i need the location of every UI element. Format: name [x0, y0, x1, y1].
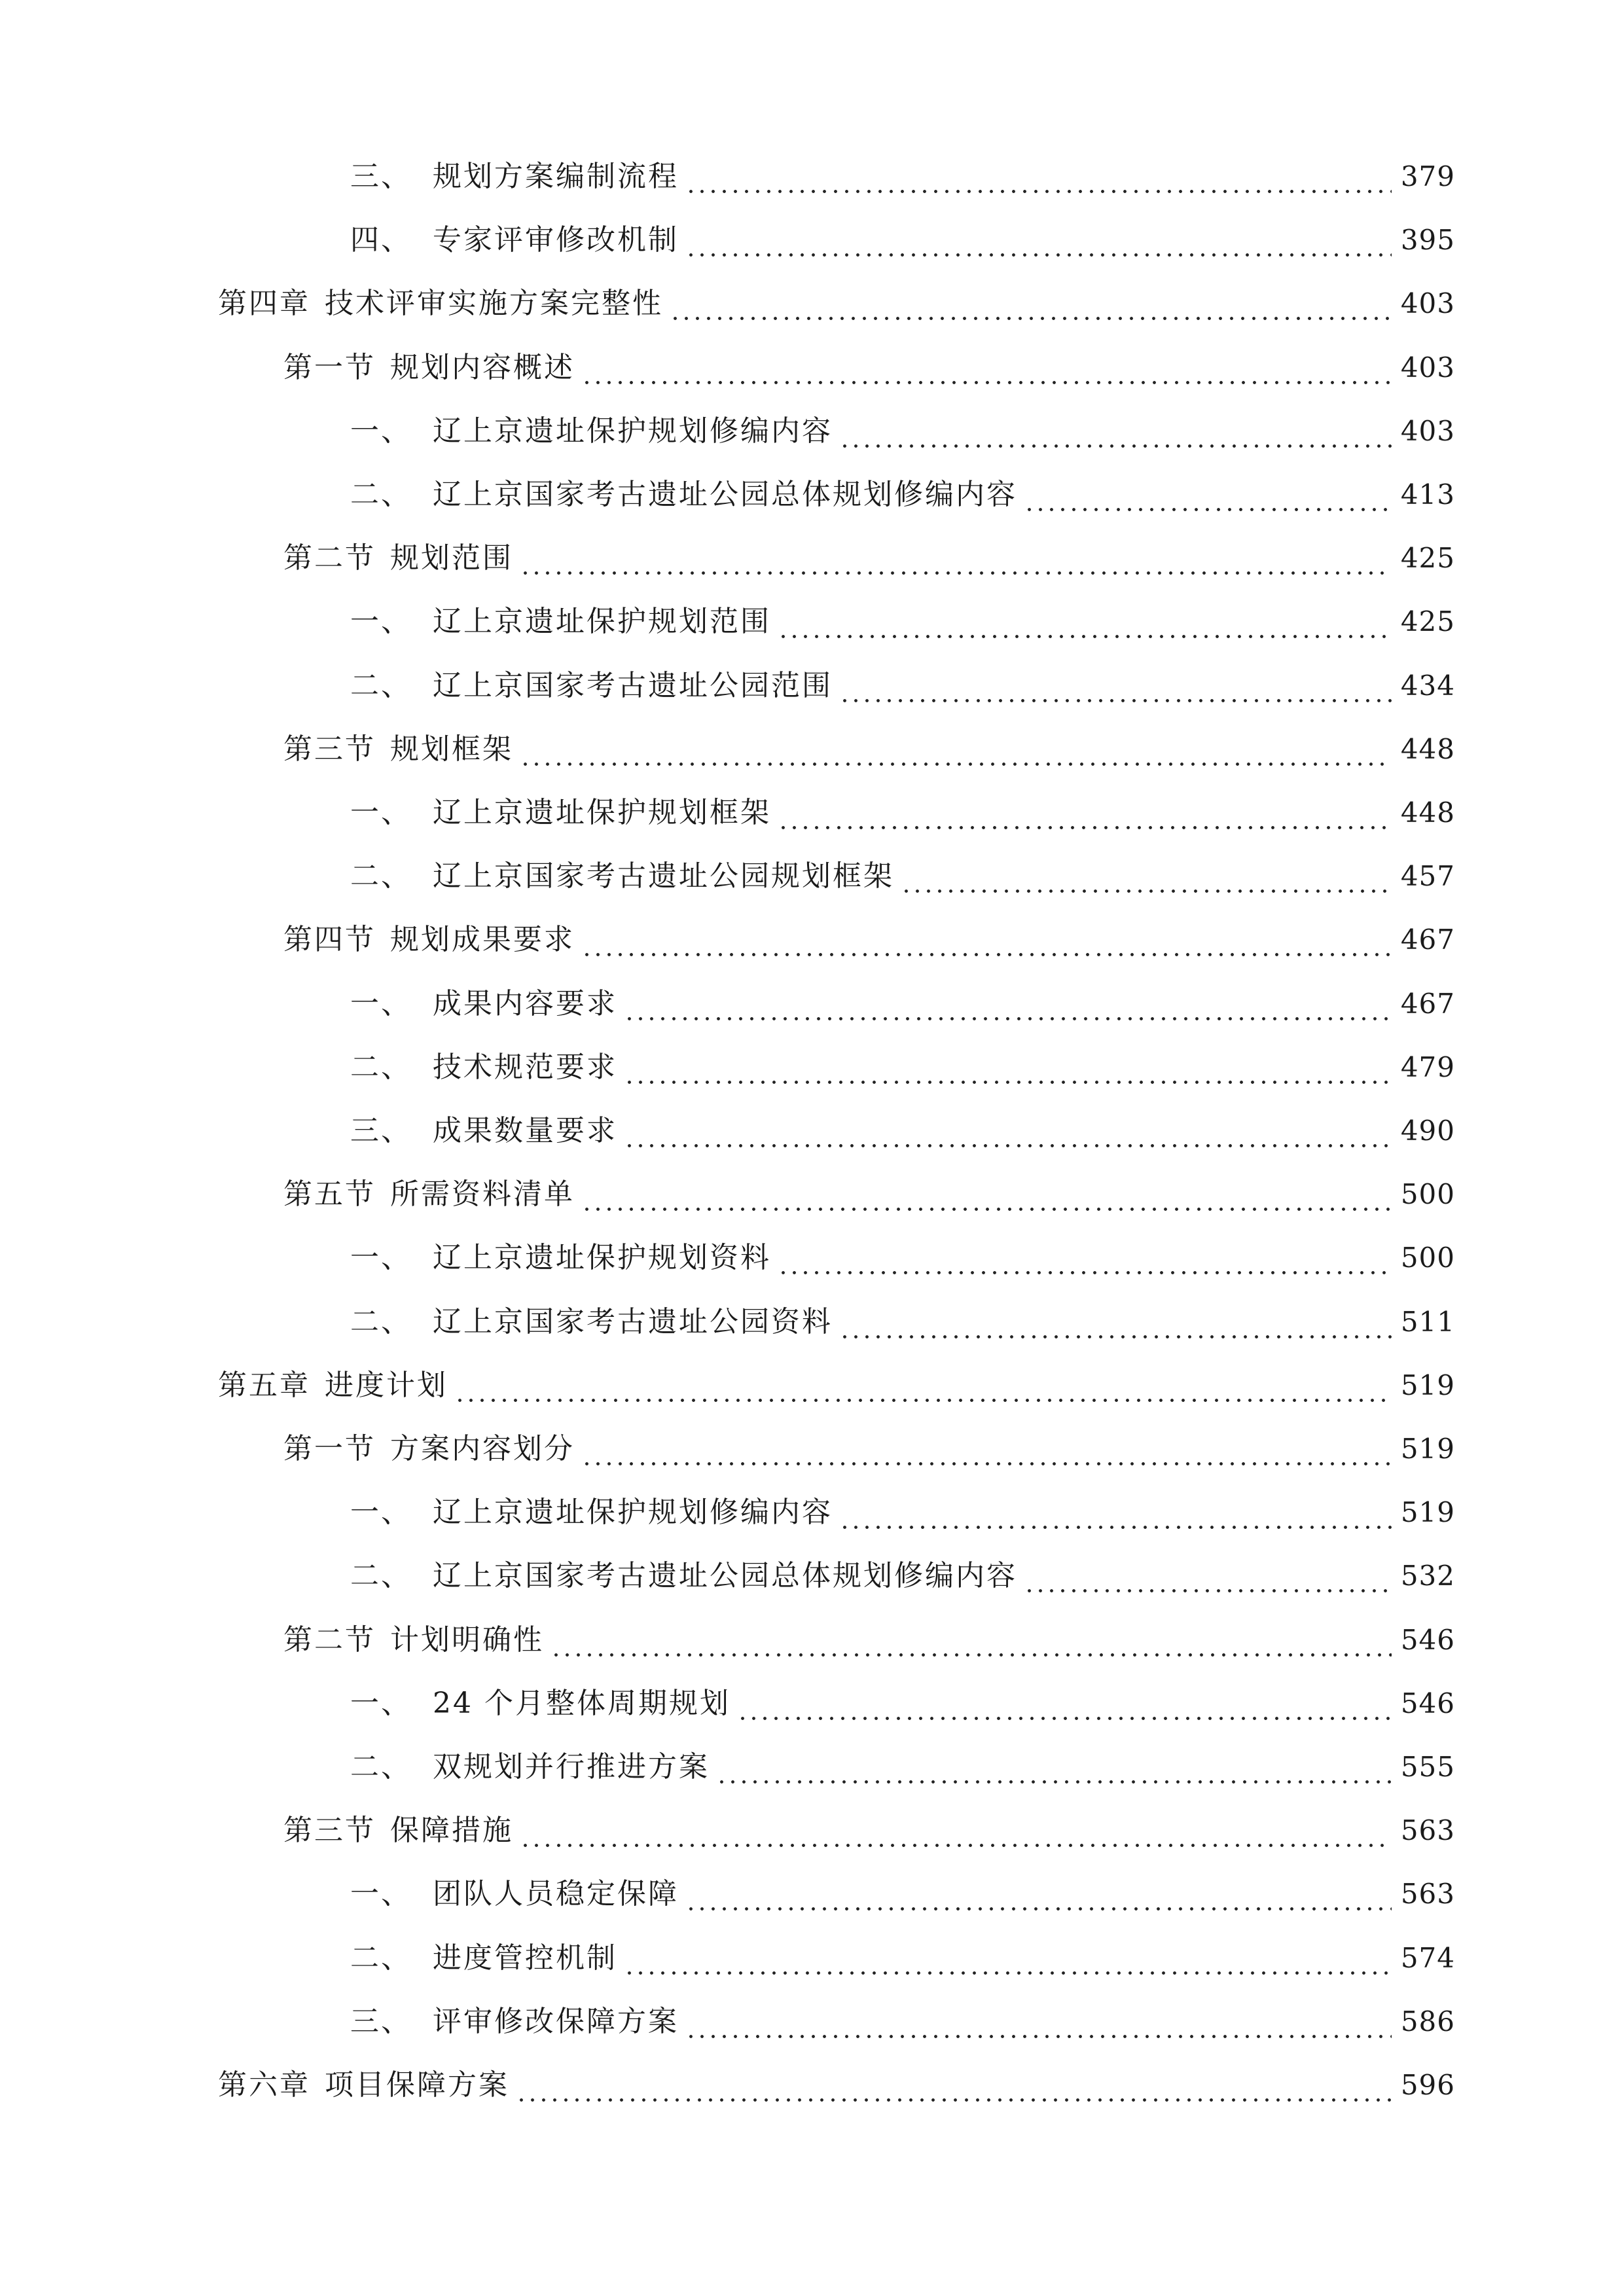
toc-dot-leader [778, 1232, 1392, 1284]
toc-entry-number: 第二节 [283, 1623, 376, 1657]
toc-entry-title: 辽上京遗址保护规划框架 [433, 796, 771, 829]
toc-page-number: 546 [1400, 1687, 1455, 1719]
toc-entry-label [283, 1614, 544, 1666]
toc-page-number: 379 [1400, 160, 1455, 192]
toc-entry-label [350, 1868, 679, 1920]
toc-entry-label [350, 1041, 617, 1094]
toc-entry-number: 四、 [350, 223, 412, 257]
toc-entry-number: 二、 [350, 1305, 412, 1338]
toc-entry-label [350, 214, 679, 266]
toc-entry-number: 二、 [350, 669, 412, 702]
toc-entry-title: 规划成果要求 [390, 923, 575, 956]
toc-entry-label [350, 850, 894, 903]
toc-subsection-entry[interactable] [0, 1232, 1455, 1284]
toc-entry-label [350, 405, 833, 457]
toc-entry-label [350, 787, 771, 839]
toc-entry-title: 成果内容要求 [433, 987, 617, 1020]
toc-page-number: 467 [1400, 988, 1455, 1020]
toc-entry-number: 二、 [350, 1559, 412, 1592]
toc-entry-title: 技术评审实施方案完整性 [325, 287, 663, 320]
toc-entry-number: 三、 [350, 1114, 412, 1147]
toc-entry-number: 二、 [350, 1750, 412, 1784]
toc-entry-label [350, 1932, 617, 1984]
toc-section-entry[interactable] [0, 532, 1455, 584]
toc-entry-title: 专家评审修改机制 [433, 223, 679, 257]
toc-entry-title: 项目保障方案 [325, 2068, 509, 2102]
toc-page-number: 586 [1400, 2005, 1455, 2037]
toc-entry-number: 第一节 [283, 351, 376, 384]
toc-entry-label [350, 151, 679, 203]
toc-dot-leader [581, 342, 1392, 394]
toc-dot-leader [685, 151, 1392, 203]
toc-entry-title: 进度管控机制 [433, 1941, 617, 1975]
toc-subsection-entry[interactable] [0, 1932, 1455, 1984]
toc-entry-number: 一、 [350, 987, 412, 1020]
toc-section-entry[interactable] [0, 1168, 1455, 1221]
toc-entry-label [283, 1168, 575, 1221]
toc-entry-number: 二、 [350, 1050, 412, 1084]
toc-entry-title: 所需资料清单 [390, 1177, 575, 1211]
toc-dot-leader [778, 787, 1392, 839]
toc-section-entry[interactable] [0, 342, 1455, 394]
toc-dot-leader [685, 1996, 1392, 2048]
toc-entry-number: 一、 [350, 605, 412, 638]
toc-dot-leader [839, 660, 1392, 712]
toc-subsection-entry[interactable] [0, 787, 1455, 839]
toc-dot-leader [1024, 469, 1392, 521]
toc-entry-title: 规划框架 [390, 732, 513, 766]
toc-entry-number: 一、 [350, 796, 412, 829]
toc-subsection-entry[interactable] [0, 596, 1455, 648]
toc-entry-title: 计划明确性 [390, 1623, 544, 1657]
toc-dot-leader [550, 1614, 1392, 1666]
toc-entry-label [283, 342, 575, 394]
toc-chapter-entry[interactable] [0, 1359, 1455, 1412]
toc-subsection-entry[interactable] [0, 151, 1455, 203]
toc-page-number: 519 [1400, 1496, 1455, 1528]
toc-entry-number: 三、 [350, 160, 412, 193]
toc-entry-number: 二、 [350, 859, 412, 893]
toc-entry-number: 三、 [350, 2005, 412, 2038]
toc-entry-title: 辽上京国家考古遗址公园总体规划修编内容 [433, 1559, 1017, 1592]
toc-page-number: 434 [1400, 670, 1455, 702]
toc-entry-number: 第四章 [218, 287, 310, 320]
toc-entry-number: 二、 [350, 1941, 412, 1975]
toc-subsection-entry[interactable] [0, 850, 1455, 903]
toc-dot-leader [716, 1741, 1392, 1793]
toc-dot-leader [901, 850, 1392, 903]
toc-page-number: 425 [1400, 542, 1455, 574]
toc-entry-label [283, 1423, 575, 1475]
toc-entry-label [350, 978, 617, 1030]
toc-page-number: 448 [1400, 797, 1455, 829]
toc-entry-number: 第五章 [218, 1369, 310, 1402]
toc-subsection-entry[interactable] [0, 1996, 1455, 2048]
toc-dot-leader [624, 1932, 1392, 1984]
toc-subsection-entry[interactable] [0, 1741, 1455, 1793]
toc-entry-title: 规划方案编制流程 [433, 160, 679, 193]
toc-entry-label [283, 914, 575, 966]
toc-entry-label [350, 1486, 833, 1539]
toc-entry-title: 辽上京国家考古遗址公园规划框架 [433, 859, 894, 893]
toc-section-entry[interactable] [0, 1804, 1455, 1857]
toc-dot-leader [520, 1804, 1392, 1857]
toc-entry-label [218, 2059, 509, 2111]
toc-page-number: 457 [1400, 860, 1455, 892]
toc-page-number: 413 [1400, 478, 1455, 511]
toc-dot-leader [581, 1168, 1392, 1221]
toc-dot-leader [581, 914, 1392, 966]
toc-page-number: 403 [1400, 351, 1455, 384]
toc-entry-number: 一、 [350, 1241, 412, 1274]
toc-entry-label [350, 660, 833, 712]
toc-entry-label [218, 1359, 448, 1412]
toc-dot-leader [624, 1105, 1392, 1157]
toc-entry-label [350, 1105, 617, 1157]
toc-entry-label [350, 596, 771, 648]
toc-dot-leader [839, 1486, 1392, 1539]
toc-chapter-entry[interactable] [0, 2059, 1455, 2111]
toc-entry-label [350, 1550, 1017, 1602]
toc-entry-number: 一、 [350, 1687, 412, 1720]
toc-page-number: 546 [1400, 1624, 1455, 1656]
toc-entry-label [350, 1741, 710, 1793]
toc-page-number: 403 [1400, 415, 1455, 447]
toc-subsection-entry[interactable] [0, 1868, 1455, 1920]
toc-dot-leader [624, 978, 1392, 1030]
toc-entry-label [283, 532, 513, 584]
toc-page-number: 519 [1400, 1433, 1455, 1465]
toc-page-number: 490 [1400, 1115, 1455, 1147]
toc-dot-leader [520, 723, 1392, 776]
toc-dot-leader [516, 2059, 1392, 2111]
toc-dot-leader [581, 1423, 1392, 1475]
toc-subsection-entry[interactable] [0, 1041, 1455, 1094]
toc-entry-title: 辽上京遗址保护规划修编内容 [433, 1496, 833, 1529]
toc-page-number: 395 [1400, 224, 1455, 256]
toc-dot-leader [520, 532, 1392, 584]
toc-entry-number: 第四节 [283, 923, 376, 956]
toc-entry-title: 保障措施 [390, 1814, 513, 1847]
toc-dot-leader [839, 1296, 1392, 1348]
toc-entry-number: 第三节 [283, 732, 376, 766]
toc-entry-label [350, 1296, 833, 1348]
toc-entry-title: 辽上京遗址保护规划修编内容 [433, 414, 833, 448]
toc-page-number: 425 [1400, 605, 1455, 637]
toc-dot-leader [670, 278, 1392, 330]
toc-subsection-entry[interactable] [0, 1296, 1455, 1348]
toc-entry-title: 辽上京国家考古遗址公园总体规划修编内容 [433, 478, 1017, 511]
toc-subsection-entry[interactable] [0, 1486, 1455, 1539]
toc-subsection-entry[interactable] [0, 978, 1455, 1030]
toc-entry-number: 第一节 [283, 1432, 376, 1465]
toc-entry-title: 辽上京遗址保护规划范围 [433, 605, 771, 638]
toc-page-number: 563 [1400, 1814, 1455, 1846]
toc-entry-label [350, 1232, 771, 1284]
toc-page-number: 563 [1400, 1878, 1455, 1910]
toc-entry-title: 方案内容划分 [390, 1432, 575, 1465]
toc-entry-title: 评审修改保障方案 [433, 2005, 679, 2038]
toc-subsection-entry[interactable] [0, 660, 1455, 712]
toc-entry-title: 进度计划 [325, 1369, 448, 1402]
toc-entry-label [350, 1677, 731, 1730]
toc-subsection-entry[interactable] [0, 469, 1455, 521]
toc-page-number: 519 [1400, 1369, 1455, 1401]
toc-entry-number: 一、 [350, 414, 412, 448]
toc-entry-title: 辽上京国家考古遗址公园资料 [433, 1305, 833, 1338]
toc-entry-number: 一、 [350, 1877, 412, 1910]
toc-entry-number: 二、 [350, 478, 412, 511]
toc-subsection-entry[interactable] [0, 1550, 1455, 1602]
toc-subsection-entry[interactable] [0, 405, 1455, 457]
toc-entry-title: 技术规范要求 [433, 1050, 617, 1084]
toc-page-number: 500 [1400, 1178, 1455, 1210]
toc-entry-number: 一、 [350, 1496, 412, 1529]
toc-section-entry[interactable] [0, 1423, 1455, 1475]
toc-section-entry[interactable] [0, 723, 1455, 776]
toc-entry-title: 辽上京国家考古遗址公园范围 [433, 669, 833, 702]
toc-page-number: 403 [1400, 287, 1455, 319]
toc-page-number: 500 [1400, 1242, 1455, 1274]
toc-subsection-entry[interactable] [0, 1677, 1455, 1730]
toc-page-number: 574 [1400, 1942, 1455, 1974]
toc-entry-number: 第五节 [283, 1177, 376, 1211]
toc-dot-leader [1024, 1550, 1392, 1602]
toc-entry-label [218, 278, 663, 330]
toc-page-number: 555 [1400, 1751, 1455, 1783]
toc-page-number: 532 [1400, 1560, 1455, 1592]
toc-page-number: 467 [1400, 924, 1455, 956]
toc-entry-title: 辽上京遗址保护规划资料 [433, 1241, 771, 1274]
toc-entry-title: 团队人员稳定保障 [433, 1877, 679, 1910]
toc-entry-title: 规划范围 [390, 541, 513, 575]
toc-section-entry[interactable] [0, 914, 1455, 966]
toc-entry-number: 第六章 [218, 2068, 310, 2102]
toc-entry-number: 第二节 [283, 541, 376, 575]
toc-dot-leader [778, 596, 1392, 648]
toc-dot-leader [737, 1677, 1392, 1730]
toc-page-number: 511 [1400, 1306, 1455, 1338]
toc-entry-title: 成果数量要求 [433, 1114, 617, 1147]
toc-entry-label [350, 1996, 679, 2048]
toc-section-entry[interactable] [0, 1614, 1455, 1666]
toc-subsection-entry[interactable] [0, 1105, 1455, 1157]
toc-entry-label [350, 469, 1017, 521]
toc-page-number: 479 [1400, 1051, 1455, 1083]
toc-dot-leader [685, 1868, 1392, 1920]
toc-dot-leader [685, 214, 1392, 266]
toc-subsection-entry[interactable] [0, 214, 1455, 266]
toc-chapter-entry[interactable] [0, 278, 1455, 330]
toc-entry-title: 规划内容概述 [390, 351, 575, 384]
toc-entry-title: 24 个月整体周期规划 [433, 1687, 731, 1720]
toc-dot-leader [624, 1041, 1392, 1094]
toc-page-number: 448 [1400, 733, 1455, 765]
toc-dot-leader [839, 405, 1392, 457]
toc-entry-label [283, 723, 513, 776]
toc-page-number: 596 [1400, 2069, 1455, 2101]
toc-entry-label [283, 1804, 513, 1857]
toc-dot-leader [454, 1359, 1392, 1412]
toc-entry-number: 第三节 [283, 1814, 376, 1847]
toc-entry-title: 双规划并行推进方案 [433, 1750, 710, 1784]
